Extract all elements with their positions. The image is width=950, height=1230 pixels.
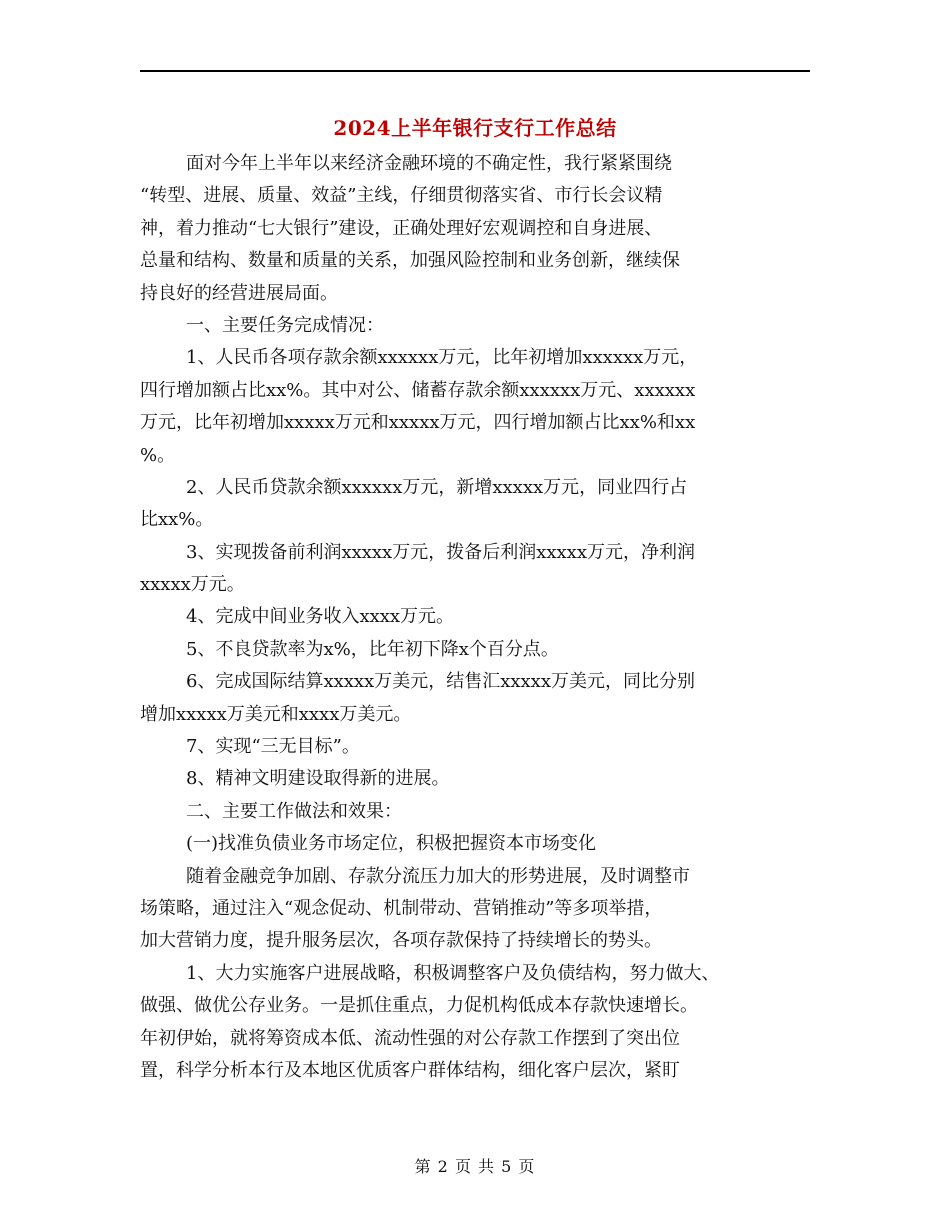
body-line: 7、实现“三无目标”。 [186, 736, 360, 758]
body-line: 一、主要任务完成情况： [186, 314, 384, 336]
document-body [140, 148, 810, 1087]
body-line: 增加xxxxx万美元和xxxx万美元。 [140, 703, 412, 725]
page-number-footer: 第 2 页 共 5 页 [414, 1157, 536, 1176]
document-title: 2024上半年银行支行工作总结 [333, 116, 617, 140]
body-line: xxxxx万元。 [140, 574, 245, 596]
body-line: 5、不良贷款率为x%，比年初下降x个百分点。 [186, 638, 559, 660]
body-line: 比xx%。 [140, 509, 214, 531]
body-line: 万元，比年初增加xxxxx万元和xxxxx万元，四行增加额占比xx%和xx [140, 412, 696, 434]
body-line: 场策略，通过注入“观念促动、机制带动、营销推动”等多项举措， [140, 897, 663, 919]
body-line: 1、大力实施客户进展战略，积极调整客户及负债结构，努力做大、 [186, 962, 720, 984]
body-line: 总量和结构、数量和质量的关系，加强风险控制和业务创新，继续保 [140, 250, 680, 272]
body-line: 随着金融竞争加剧、存款分流压力加大的形势进展，及时调整市 [186, 865, 690, 887]
body-line: %。 [140, 444, 176, 466]
body-line: 面对今年上半年以来经济金融环境的不确定性，我行紧紧围绕 [186, 153, 672, 174]
body-line: 四行增加额占比xx%。其中对公、储蓄存款余额xxxxxx万元、xxxxxx [140, 379, 696, 401]
body-line: 加大营销力度，提升服务层次，各项存款保持了持续增长的势头。 [140, 930, 662, 952]
body-line: 持良好的经营进展局面。 [140, 282, 338, 304]
body-line: 年初伊始，就将筹资成本低、流动性强的对公存款工作摆到了突出位 [140, 1027, 680, 1049]
body-line: 6、完成国际结算xxxxx万美元，结售汇xxxxx万美元，同比分别 [186, 671, 695, 693]
body-line: 1、人民币各项存款余额xxxxxx万元，比年初增加xxxxxx万元， [186, 347, 698, 369]
body-line: 做强、做优公存业务。一是抓住重点，力促机构低成本存款快速增长。 [140, 995, 698, 1017]
header-rule [140, 70, 810, 72]
body-line: 8、精神文明建设取得新的进展。 [186, 768, 450, 790]
body-line: 神，着力推动“七大银行”建设，正确处理好宏观调控和自身进展、 [140, 217, 663, 239]
body-line: 4、完成中间业务收入xxxx万元。 [186, 606, 455, 628]
body-line: 置，科学分析本行及本地区优质客户群体结构，细化客户层次，紧盯 [140, 1059, 680, 1081]
body-line: “转型、进展、质量、效益”主线，仔细贯彻落实省、市行长会议精 [140, 185, 663, 207]
body-line: 二、主要工作做法和效果： [186, 800, 402, 822]
body-line: 3、实现拨备前利润xxxxx万元，拨备后利润xxxxx万元，净利润 [186, 541, 695, 563]
body-line: 2、人民币贷款余额xxxxxx万元，新增xxxxx万元，同业四行占 [186, 476, 688, 498]
body-line: (一)找准负债业务市场定位，积极把握资本市场变化 [186, 833, 597, 855]
